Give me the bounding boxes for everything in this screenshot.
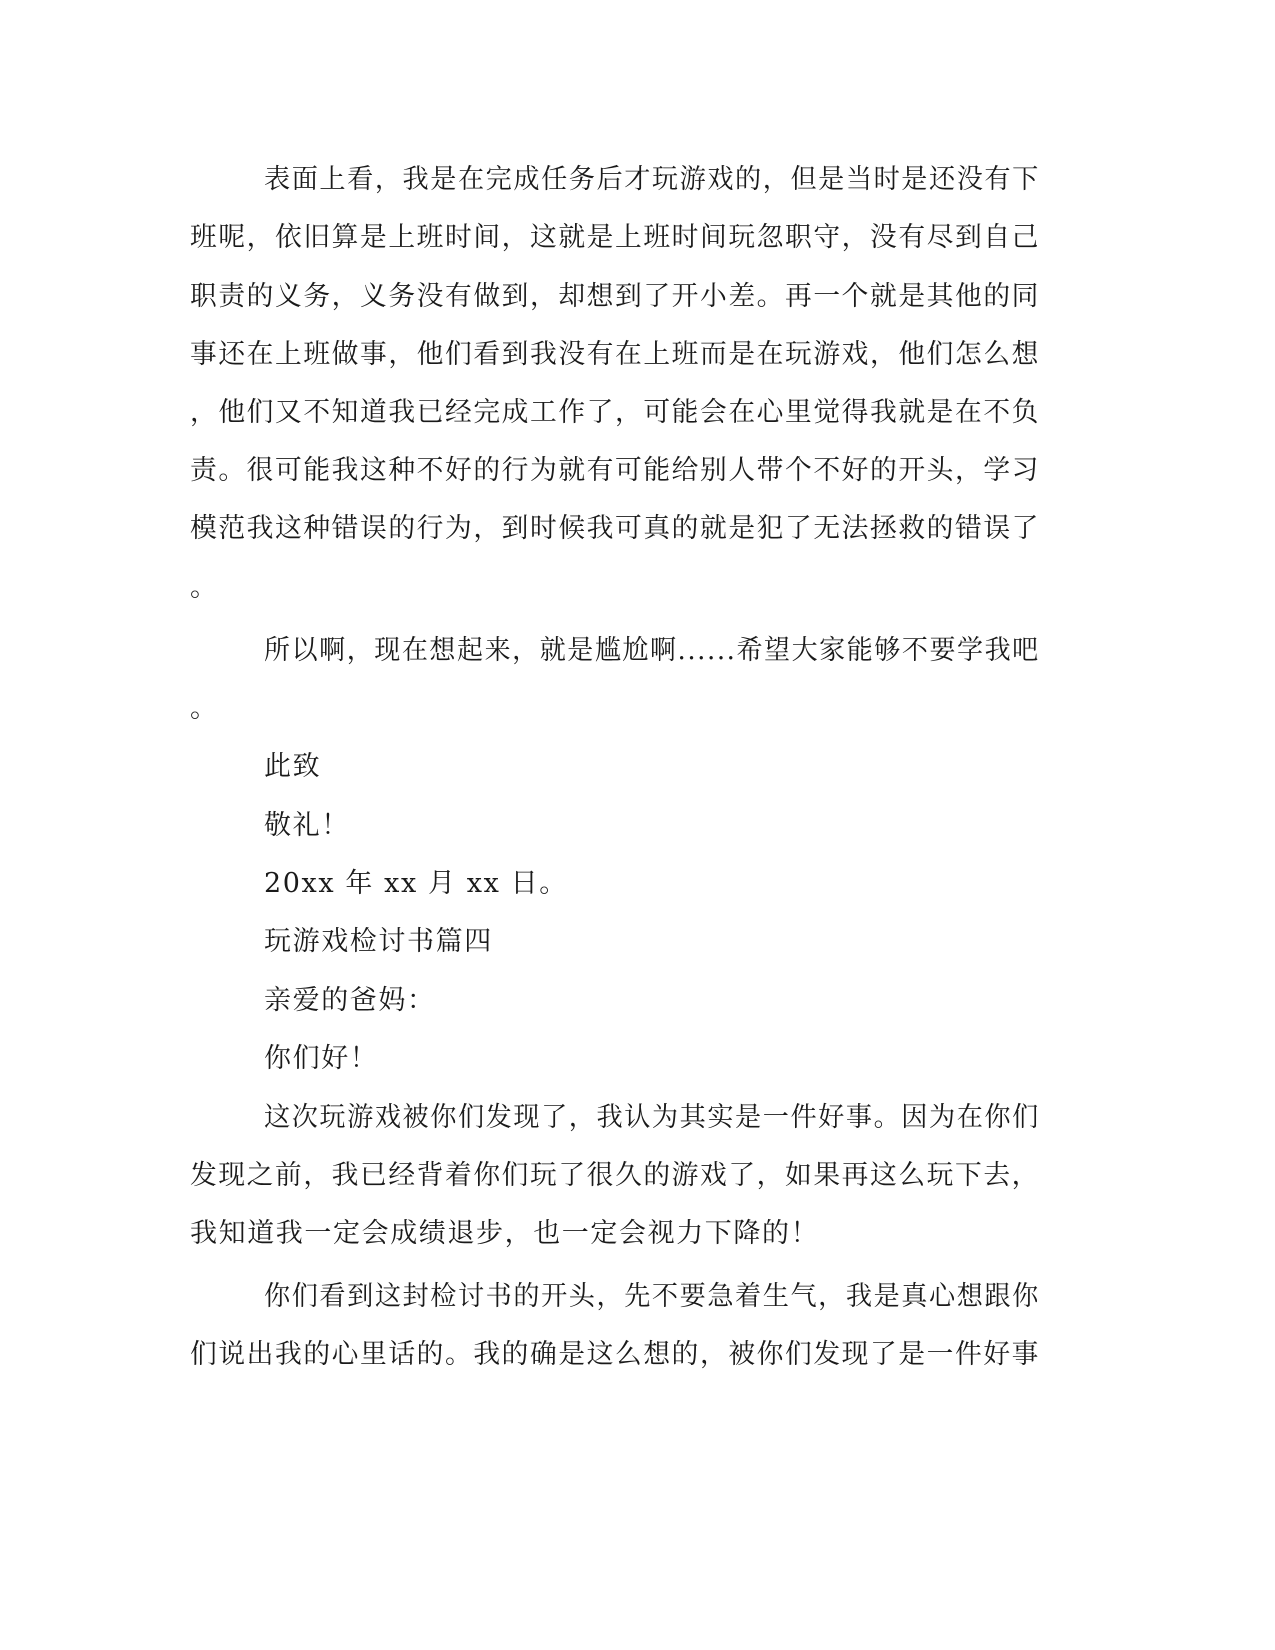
paragraph-line: 发现之前，我已经背着你们玩了很久的游戏了，如果再这么玩下去， — [190, 1160, 1041, 1191]
paragraph-line: 所以啊，现在想起来，就是尴尬啊......希望大家能够不要学我吧 — [264, 635, 1040, 666]
greeting: 你们好！ — [264, 1043, 379, 1074]
paragraph-line: 们说出我的心里话的。我的确是这么想的，被你们发现了是一件好事 — [190, 1339, 1041, 1370]
paragraph-line: 你们看到这封检讨书的开头，先不要急着生气，我是真心想跟你 — [264, 1281, 1040, 1312]
paragraph-line: 职责的义务，义务没有做到，却想到了开小差。再一个就是其他的同 — [190, 281, 1041, 312]
paragraph-line: 事还在上班做事，他们看到我没有在上班而是在玩游戏，他们怎么想 — [190, 339, 1041, 370]
paragraph-line: 表面上看，我是在完成任务后才玩游戏的，但是当时是还没有下 — [264, 164, 1040, 195]
paragraph-line: 班呢，依旧算是上班时间，这就是上班时间玩忽职守，没有尽到自己 — [190, 222, 1041, 253]
paragraph-line: 我知道我一定会成绩退步，也一定会视力下降的！ — [190, 1218, 820, 1249]
paragraph-line: 。 — [190, 572, 219, 603]
closing-line-2: 敬礼！ — [264, 810, 350, 841]
paragraph-line: ，他们又不知道我已经完成工作了，可能会在心里觉得我就是在不负 — [190, 397, 1041, 428]
paragraph-line: 。 — [190, 693, 219, 724]
salutation: 亲爱的爸妈： — [264, 985, 436, 1016]
section-title: 玩游戏检讨书篇四 — [264, 926, 493, 957]
paragraph-line: 模范我这种错误的行为，到时候我可真的就是犯了无法拯救的错误了 — [190, 513, 1041, 544]
closing-line-1: 此致 — [264, 751, 322, 782]
date-line: 20xx 年 xx 月 xx 日。 — [264, 868, 568, 899]
paragraph-line: 这次玩游戏被你们发现了，我认为其实是一件好事。因为在你们 — [264, 1102, 1040, 1133]
paragraph-line: 责。很可能我这种不好的行为就有可能给别人带个不好的开头，学习 — [190, 455, 1041, 486]
